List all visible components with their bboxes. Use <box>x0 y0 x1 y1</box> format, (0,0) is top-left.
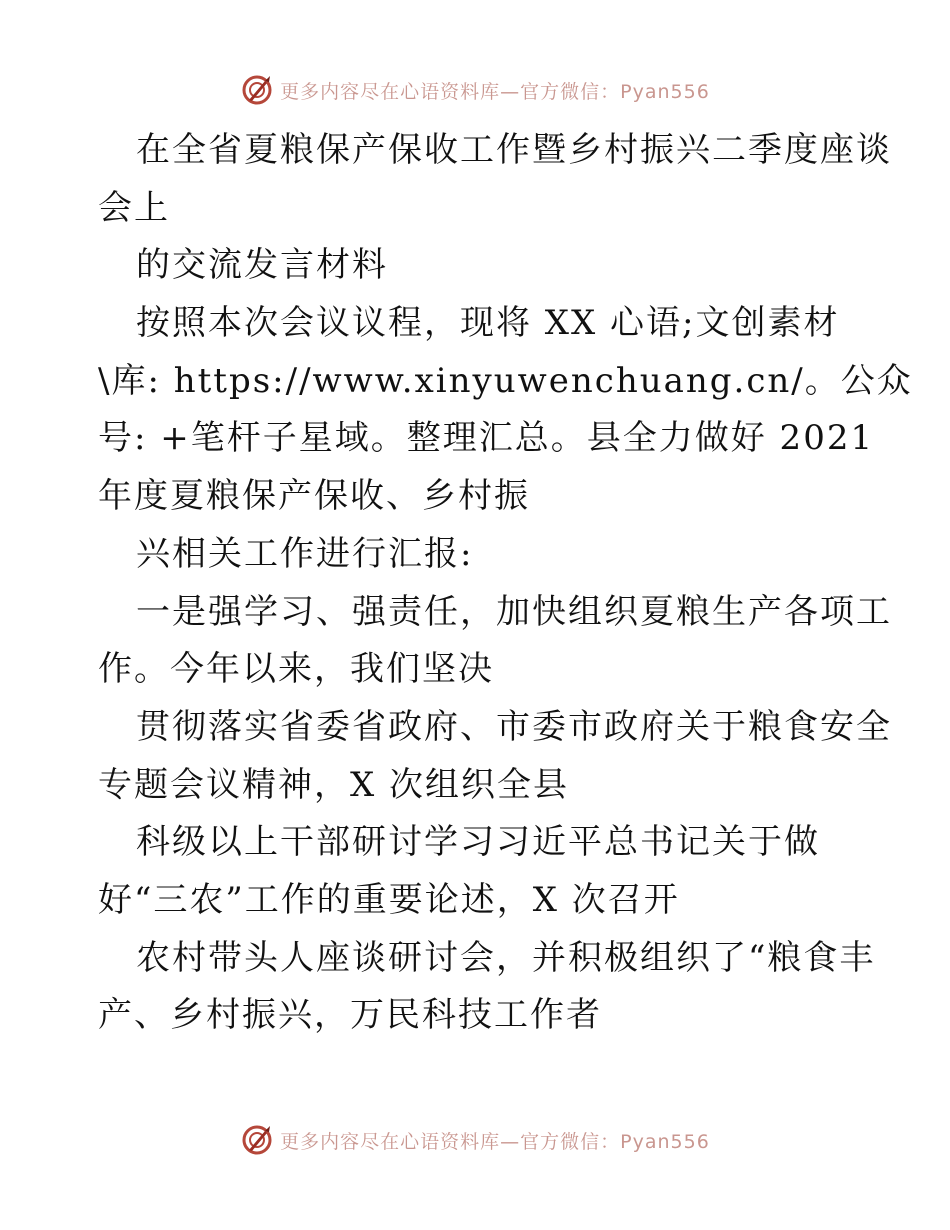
text-line: 在全省夏粮保产保收工作暨乡村振兴二季度座谈 <box>136 130 892 170</box>
text-line: 农村带头人座谈研讨会，并积极组织了“粮食丰 <box>136 937 876 978</box>
text-line: 专题会议精神，X 次组织全县 <box>98 764 570 805</box>
quill-pen-logo-icon <box>240 73 274 107</box>
document-body <box>98 122 913 1045</box>
header-banner <box>0 70 950 110</box>
text-line: 好“三农”工作的重要论述，X 次召开 <box>98 879 680 920</box>
text-line: 会上 <box>98 187 170 228</box>
text-line: 一是强学习、强责任，加快组织夏粮生产各项工 <box>136 591 892 632</box>
text-line: 的交流发言材料 <box>136 245 388 286</box>
text-line: 作。今年以来，我们坚决 <box>98 649 494 690</box>
text-line: 年度夏粮保产保收、乡村振 <box>98 476 530 517</box>
text-line: 兴相关工作进行汇报: <box>136 533 474 574</box>
footer-banner <box>0 1120 950 1160</box>
text-line: 科级以上干部研讨学习习近平总书记关于做 <box>136 822 820 863</box>
text-line: 号: +笔杆子星域。整理汇总。县全力做好 2021 <box>98 418 875 459</box>
text-line: 产、乡村振兴，万民科技工作者 <box>98 995 602 1036</box>
quill-pen-logo-icon <box>240 1123 274 1157</box>
text-line: 按照本次会议议程，现将 XX 心语;文创素材 <box>136 303 840 344</box>
footer-banner-text: 更多内容尽在心语资料库—官方微信：Pyan556 <box>280 1130 710 1153</box>
text-line: 贯彻落实省委省政府、市委市政府关于粮食安全 <box>136 706 892 747</box>
header-banner-text: 更多内容尽在心语资料库—官方微信：Pyan556 <box>280 80 710 103</box>
text-line: \库: https://www.xinyuwenchuang.cn/。公众 <box>98 360 913 401</box>
